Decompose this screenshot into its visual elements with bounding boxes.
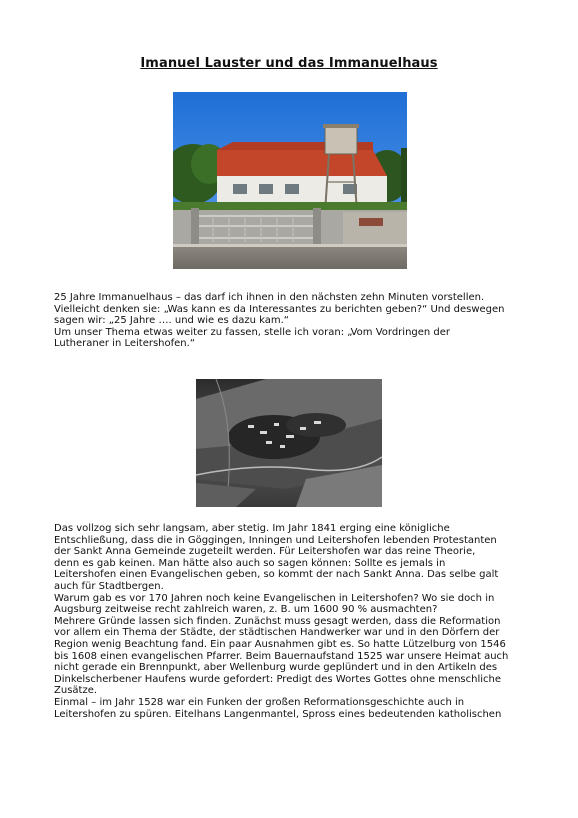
- body-line: bis 1608 einen evangelischen Pfarrer. Beim Bauernaufstand 1525 war unsere Heimat auch: [54, 650, 509, 662]
- intro-line: Vielleicht denken sie: „Was kann es da Interessantes zu berichten geben?“ Und deswegen: [54, 303, 505, 315]
- intro-paragraph: [54, 292, 525, 350]
- body-line: auch für Stadtbergen.: [54, 580, 164, 592]
- intro-line: 25 Jahre Immanuelhaus – das darf ich ihnen in den nächsten zehn Minuten vorstellen.: [54, 292, 485, 303]
- body-line: Das vollzog sich sehr langsam, aber stetig. Im Jahr 1841 erging eine königliche: [54, 523, 450, 534]
- body-line: Leitershofen zu spüren. Eitelhans Langenmantel, Spross eines bedeutenden katholischen: [54, 708, 502, 720]
- body-line: Warum gab es vor 170 Jahren noch keine Evangelischen in Leitershofen? Wo sie doch in: [54, 592, 495, 604]
- body-line: Augsburg zeitweise recht zahlreich waren, z. B. um 1600 90 % ausmachten?: [54, 604, 438, 616]
- body-line: der Sankt Anna Gemeinde zugeteilt werden. Für Leitershofen war das reine Theorie,: [54, 546, 476, 558]
- document-title: Imanuel Lauster und das Immanuelhaus: [140, 56, 438, 71]
- body-line: vor allem ein Thema der Städte, der städtischen Handwerker war und in den Dörfern der: [54, 627, 500, 639]
- building-photo: [173, 92, 407, 269]
- body-line: denn es gab keinen. Man hätte also auch so sagen können: Sollte es jemals in: [54, 557, 446, 569]
- body-line: Einmal – im Jahr 1528 war ein Funken der großen Reformationsgeschichte auch in: [54, 696, 465, 708]
- body-line: Region wenig Beachtung fand. Ein paar Ausnahmen gibt es. So hatte Lützelburg von 1546: [54, 638, 506, 650]
- body-line: nicht gerade ein Brennpunkt, aber Wellenburg wurde geplündert und in den Artikeln des: [54, 662, 498, 674]
- body-paragraph: [54, 523, 525, 720]
- body-line: Leitershofen einen Evangelischen geben, so kommt der nach Sankt Anna. Das selbe galt: [54, 569, 499, 581]
- intro-line: Um unser Thema etwas weiter zu fassen, stelle ich voran: „Vom Vordringen der: [54, 326, 451, 338]
- intro-line: Lutheraner in Leitershofen.“: [54, 338, 196, 350]
- aerial-photo: [196, 379, 382, 507]
- body-line: Mehrere Gründe lassen sich finden. Zunächst muss gesagt werden, dass die Reformation: [54, 615, 501, 627]
- body-line: Entschließung, dass die in Göggingen, Inningen und Leitershofen lebenden Protestanten: [54, 534, 497, 546]
- intro-line: sagen wir: „25 Jahre …. und wie es dazu kam.“: [54, 315, 289, 327]
- body-line: Zusätze.: [54, 685, 98, 697]
- body-line: Dinkelscherbener Haufens wurde gefordert: Predigt des Wortes Gottes ohne menschliche: [54, 673, 501, 685]
